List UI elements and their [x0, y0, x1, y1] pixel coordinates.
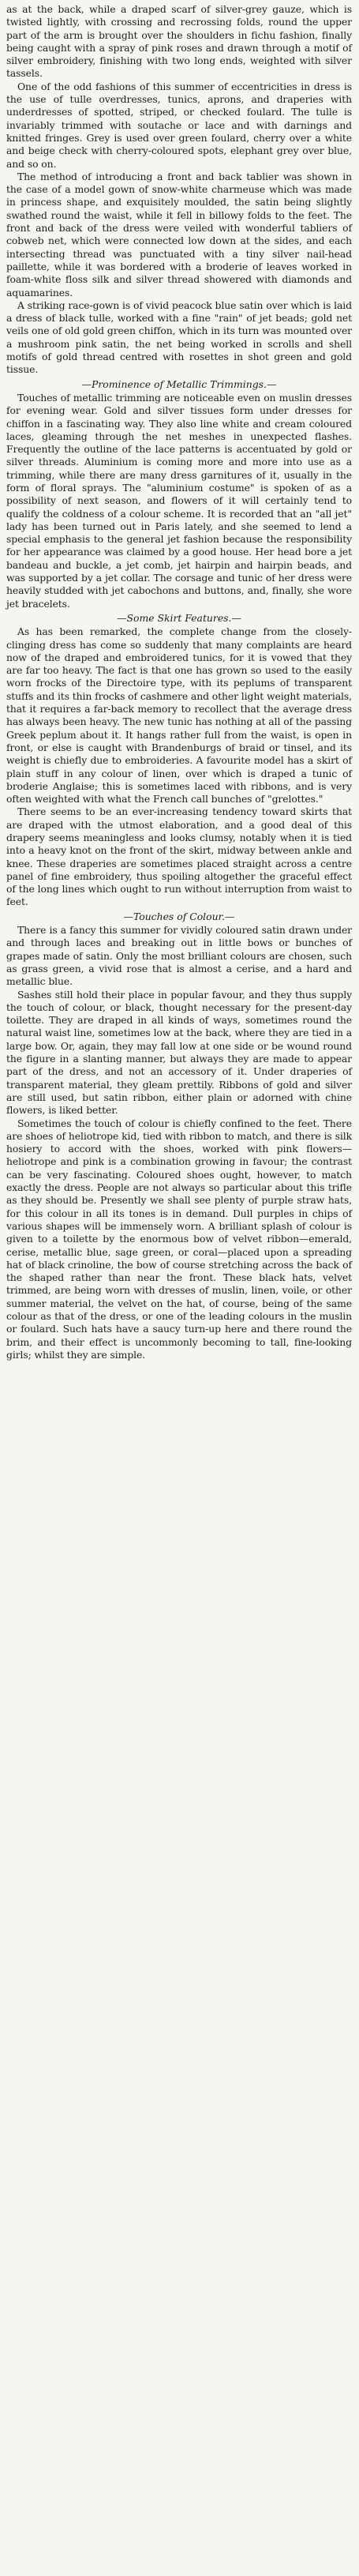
section-heading: —Touches of Colour.— — [123, 910, 235, 922]
section-metallic-trimmings — [6, 378, 352, 610]
paragraph: Touches of metallic trimming are noticeable even on muslin dresses for evening wear. Gold and silver tissues form under dresses for chiffon in a fascinating way. They also line white and cream coloured laces, gleaming through the net meshes in unexpected flashes. Frequently the outline of the lace patterns is accentuated by gold or silver threads. Aluminium is coming more and more into use as a trimming, while there are many dress garnitures of it, usually in the form of floral sprays. The "aluminium costume" is spoken of as a possibility of next season, and flowers of it will certainly tend to qualify the coldness of a colour scheme. It is recorded that an "all jet" lady has been turned out in Paris lately, and she seemed to lend a special emphasis to the general jet fashion because the responsibility for her appearance was claimed by a good house. Her head bore a jet bandeau and buckle, a jet comb, jet hairpin and hairpin beads, and was supported by a jet collar. The corsage and tunic of her dress were heavily studded with jet cabochons and buttons, and, finally, she wore jet bracelets. — [6, 391, 352, 610]
article-column — [6, 3, 352, 1361]
paragraph: As has been remarked, the complete change from the closely-clinging dress has come so suddenly that many complaints are heard now of the draped and embroidered tunics, for it is vowed that they are far too heavy. The fact is that one has grown so used to the easily worn frocks of the Directoire type, with its peplums of transparent stuffs and its thin frocks of cashmere and other light weight materials, that it requires a far-back memory to recollect that the average dress has always been heavy. The new tunic has nothing at all of the passing Greek peplum about it. It hangs rather full from the waist, is open in front, or else is caught with Brandenburgs of braid or tinsel, and its weight is chiefly due to embroideries. A favourite model has a skirt of plain stuff in any colour of linen, over which is draped a tunic of broderie Anglaise; this is sometimes laced with ribbons, and is very often weighted with what the French call bunches of "grelottes." — [6, 625, 352, 805]
section-opening — [6, 3, 352, 377]
paragraph: There is a fancy this summer for vividly coloured satin drawn under and through laces and breaking out in little bows or bunches of grapes made of satin. Only the most brilliant colours are chosen, such as grass green, a vivid rose that is almost a cerise, and a hard and metallic blue. — [6, 924, 352, 988]
section-touches-of-colour — [6, 911, 352, 1361]
paragraph: Sometimes the touch of colour is chiefly confined to the feet. There are shoes of heliotrope kid, tied with ribbon to match, and there is silk hosiery to accord with the shoes, worked with pink flowers—heliotrope and pink is a combination growing in favour; the contrast can be very fascinating. Coloured shoes ought, however, to match exactly the dress. People are not always so particular about this trifle as they should be. Presently we shall see plenty of purple straw hats, for this colour in all its tones is in demand. Dull purples in chips of various shapes will be immensely worn. A brilliant splash of colour is given to a toilette by the enormous bow of velvet ribbon—emerald, cerise, metallic blue, sage green, or coral—placed upon a spreading hat of black crinoline, the bow of course stretching across the back of the shaped rather than near the front. These black hats, velvet trimmed, are being worn with dresses of muslin, linen, voile, or other summer material, the velvet on the hat, of course, being of the same colour as that of the dress, or one of the leading colours in the muslin or foulard. Such hats have a saucy turn-up here and there round the brim, and their effect is uncommonly becoming to tall, fine-looking girls; whilst they are simple. — [6, 1117, 352, 1361]
section-skirt-features — [6, 612, 352, 909]
paragraph: One of the odd fashions of this summer of eccentricities in dress is the use of tulle overdresses, tunics, aprons, and draperies with underdresses of spotted, striped, or checked foulard. The tulle is invariably trimmed with soutache or lace and with darnings and knitted fringes. Grey is used over green foulard, cherry over a white and beige check with cherry-coloured spots, elephant grey over blue, and so on. — [6, 80, 352, 170]
paragraph: A striking race-gown is of vivid peacock blue satin over which is laid a dress of black tulle, worked with a fine "rain" of jet beads; gold net veils one of old gold green chiffon, which in its turn was mounted over a mushroom pink satin, the net being worked in scrolls and shell motifs of gold thread centred with rosettes in shot green and gold tissue. — [6, 299, 352, 376]
paragraph: The method of introducing a front and back tablier was shown in the case of a model gown of snow-white charmeuse which was made in princess shape, and exquisitely moulded, the satin being slightly swathed round the waist, while it fell in billowy folds to the feet. The front and back of the dress were veiled with wonderful tabliers of cobweb net, which were connected low down at the sides, and each intersecting thread was punctuated with a tiny silver nail-head paillette, while it was bordered with a broderie of leaves worked in foam-white floss silk and silver thread showered with diamonds and aquamarines. — [6, 170, 352, 299]
section-heading: —Some Skirt Features.— — [117, 611, 241, 624]
paragraph: There seems to be an ever-increasing tendency toward skirts that are draped with the utmost elaboration, and a good deal of this drapery seems meaningless and looks clumsy, notably when it is tied into a heavy knot on the front of the skirt, midway between ankle and knee. These draperies are sometimes placed straight across a centre panel of fine embroidery, thus spoiling altogether the graceful effect of the long lines which ought to run without interruption from waist to feet. — [6, 805, 352, 908]
paragraph: Sashes still hold their place in popular favour, and they thus supply the touch of colour, or black, thought necessary for the present-day toilette. They are draped in all kinds of ways, sometimes round the natural waist line, sometimes low at the back, where they are tied in a large bow. Or, again, they may fall low at one side or be wound round the figure in a slanting manner, but always they are made to appear part of the dress, and not an accessory of it. Under draperies of transparent material, they gleam prettily. Ribbons of gold and silver are still used, but satin ribbon, either plain or adorned with chine flowers, is liked better. — [6, 988, 352, 1117]
paragraph: as at the back, while a draped scarf of silver-grey gauze, which is twisted lightly, with crossing and recrossing folds, round the upper part of the arm is brought over the shoulders in fichu fashion, finally being caught with a spray of pink roses and drawn through a motif of silver embroidery, finishing with two long ends, weighted with silver tassels. — [6, 3, 352, 80]
section-heading: —Prominence of Metallic Trimmings.— — [81, 377, 277, 390]
